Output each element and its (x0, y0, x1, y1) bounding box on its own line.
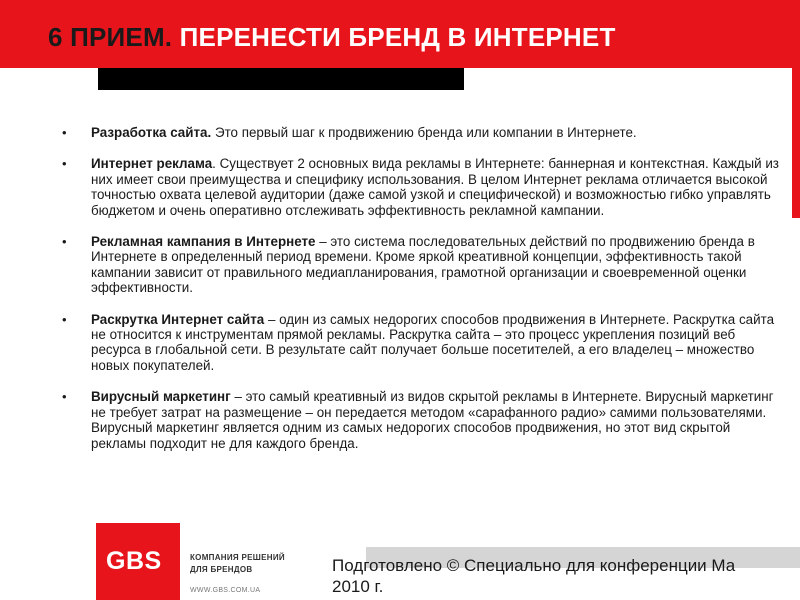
company-url: WWW.GBS.COM.UA (190, 587, 261, 594)
bullet-text: – это система последовательных действий по продвижению бренда в Интернете в определенный период времени. Кроме яркой креативной концепции, эффективность такой кампании зависит от правильного медиапланирования, грамотной организации и своевременной оценки эффективности. (91, 234, 755, 296)
title-main: ПЕРЕНЕСТИ БРЕНД В ИНТЕРНЕТ (172, 22, 616, 52)
bullet-icon: • (62, 389, 67, 405)
company-line-1: КОМПАНИЯ РЕШЕНИЙ (190, 553, 285, 562)
gbs-logo (96, 523, 180, 600)
company-line-2: ДЛЯ БРЕНДОВ (190, 565, 253, 574)
bullet-icon: • (62, 311, 67, 327)
bullet-text: – один из самых недорогих способов продвижения в Интернете. Раскрутка сайта не относится к инструментам прямой рекламы. Раскрутка сайта – это процесс укрепления позиций веб ресурса в глобальной сети. В результате сайт получает больше посетителей, а его владелец – множество новых покупателей. (91, 311, 775, 373)
bullet-item-website (62, 125, 782, 140)
bullet-item-promotion (62, 312, 782, 374)
bullet-term: Вирусный маркетинг (91, 389, 231, 405)
bullet-term: Разработка сайта. (91, 125, 212, 140)
bullet-text: Это первый шаг к продвижению бренда или компании в Интернете. (211, 125, 637, 140)
bullet-term: Раскрутка Интернет сайта (91, 311, 265, 327)
bullet-term: Рекламная кампания в Интернете (91, 234, 316, 250)
bullet-term: Интернет реклама (91, 156, 213, 172)
company-tagline (190, 552, 285, 576)
title-underline-bar (98, 68, 464, 90)
bullet-item-viral (62, 389, 782, 451)
bullet-icon: • (62, 234, 67, 250)
bullet-icon: • (62, 125, 67, 140)
bullet-item-ads (62, 156, 782, 218)
bullet-text: – это самый креативный из видов скрытой рекламы в Интернете. Вирусный маркетинг не требует затрат на размещение – он передается методом «сарафанного радио» самими пользователями. Вирусный маркетинг является одним из самых недорогих способов продвижения, но этот вид скрытой рекламы подходит не для каждого бренда. (91, 389, 774, 451)
title-prefix: 6 ПРИЕМ. (48, 22, 173, 52)
logo-caption (180, 523, 350, 600)
footer-line-1: Подготовлено © Специально для конференции Ма (332, 556, 736, 575)
bullet-text: . Существует 2 основных вида рекламы в Интернете: баннерная и контекстная. Каждый из них имеет свои преимущества и специфику использования. В целом Интернет реклама отличается высокой точностью охвата целевой аудитории (даже самой узкой и специфической) и возможностью гибко управлять бюджетом и очень оперативно отслеживать эффективность рекламной кампании. (91, 156, 779, 218)
footer-text (332, 555, 800, 597)
right-accent-bar (792, 68, 800, 218)
bullet-icon: • (62, 156, 67, 172)
footer-line-2: 2010 г. (332, 577, 384, 596)
bullet-list (62, 125, 782, 467)
page-title (48, 22, 616, 53)
logo-name: GBS (106, 547, 162, 575)
bullet-item-campaign (62, 234, 782, 296)
